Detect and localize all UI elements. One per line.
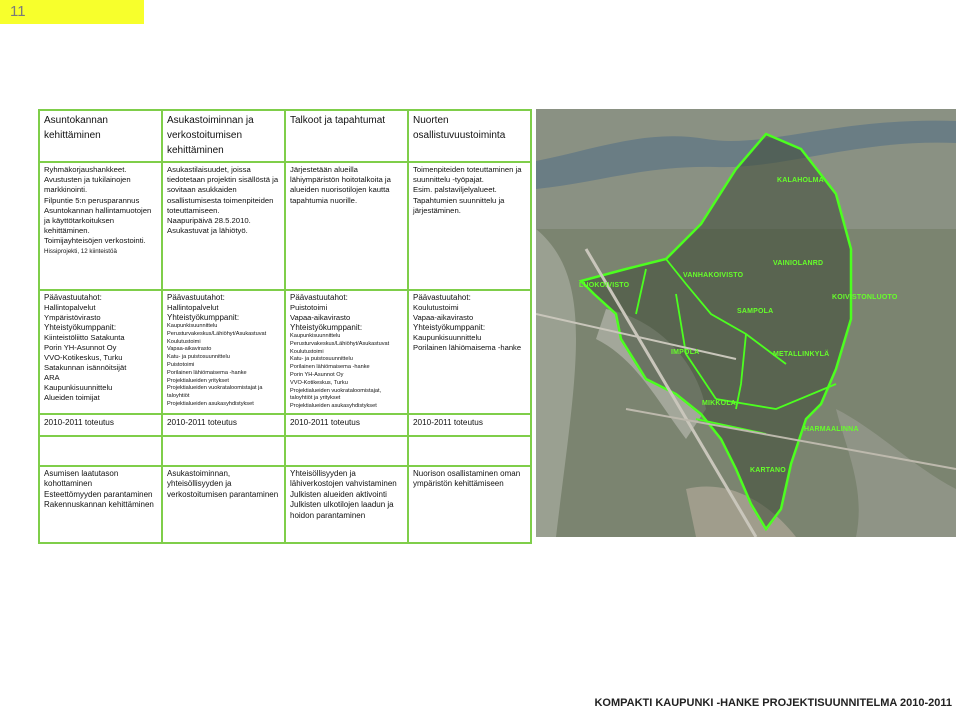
action-line: Toimenpiteiden toteuttaminen ja suunnittelu -työpajat.	[413, 165, 522, 185]
goal-line: Julkisten ulkotilojen laadun ja hoidon parantaminen	[290, 500, 394, 520]
partner-item: Projektialueiden vuokrataloomistajat, taloyhtiöt ja yritykset	[290, 387, 382, 402]
partner-item: Kaupunkisuunnittelu	[290, 333, 341, 339]
period-cell: 2010-2011 toteutus	[162, 414, 285, 436]
action-line: Asukastuvat ja lähiötyö.	[167, 226, 248, 236]
aerial-map-drawing	[536, 109, 956, 537]
action-note: Hissiprojekti, 12 kiinteistöä	[44, 247, 117, 255]
partner-item: Kaupunkisuunnittelu	[44, 383, 113, 392]
action-line: Tapahtumien suunnittelu ja järjestäminen.	[413, 195, 505, 215]
column-header: Asukastoiminnan ja verkostoitumisen kehittäminen	[162, 110, 285, 162]
period-cell: 2010-2011 toteutus	[285, 414, 408, 436]
goal-cell	[285, 466, 408, 543]
goal-cell	[39, 466, 162, 543]
responsible-label: Päävastuutahot:	[167, 293, 225, 302]
map-label-mikkola: MIKKOLA	[702, 400, 737, 407]
partner-item: Kiinteistöliitto Satakunta	[44, 333, 125, 342]
spacer-cell	[162, 436, 285, 466]
partner-item: Porin YH-Asunnot Oy	[290, 371, 344, 378]
aerial-map	[536, 109, 956, 537]
partner-item: Vapaa-aikavirasto	[167, 346, 212, 353]
map-label-vainiolanrd: VAINIOLANRD	[773, 260, 824, 267]
action-line: Järjestetään alueilla lähiympäristön hoitotalkoita ja alueiden nuorisotilojen kautta tapahtumia nuorille.	[290, 165, 391, 205]
responsible-label: Päävastuutahot:	[413, 293, 471, 302]
project-plan-table	[38, 109, 532, 544]
goal-line: Asukastoiminnan, yhteisöllisyyden ja verkostoitumisen parantaminen	[167, 468, 279, 499]
action-line: Asukastilaisuudet, joissa tiedotetaan projektin sisällöstä ja sovitaan asukkaiden osallistumisesta toimenpiteiden toteuttamiseen.	[167, 165, 279, 215]
partner-item: Perusturvakeskus/Lähiöhyt/Asukastuvat	[290, 340, 390, 347]
action-line: Avustusten ja tukilainojen markkinointi.	[44, 175, 131, 195]
partner-item: Kaupunkisuunnittelu	[413, 333, 482, 342]
partner-item: Kaupunkisuunnittelu	[167, 323, 218, 329]
partner-item: Porin YH-Asunnot Oy	[44, 343, 117, 352]
responsibility-cell	[408, 290, 531, 414]
responsible-label: Päävastuutahot:	[44, 293, 102, 302]
document-footer-title: KOMPAKTI KAUPUNKI -HANKE PROJEKTISUUNNITELMA 2010-2011	[594, 697, 952, 709]
partners-label: Yhteistyökumppanit:	[413, 323, 486, 332]
actions-cell	[285, 162, 408, 290]
goal-line: Yhteisöllisyyden ja lähiverkostojen vahvistaminen	[290, 468, 397, 489]
responsibility-row	[39, 290, 531, 414]
map-label-luokoivisto: LUOKOIVISTO	[579, 282, 630, 289]
partner-item: VVO-Kotikeskus, Turku	[44, 353, 123, 362]
partner-item: VVO-Kotikeskus, Turku	[290, 379, 348, 386]
header-row	[39, 110, 531, 162]
goal-line: Asumisen laatutason kohottaminen	[44, 468, 119, 489]
actions-cell	[39, 162, 162, 290]
action-line: Ryhmäkorjaushankkeet.	[44, 165, 127, 174]
period-cell: 2010-2011 toteutus	[39, 414, 162, 436]
partner-item: Projektialueiden vuokrataloomistajat ja taloyhtiöt	[167, 385, 263, 400]
partner-item: Porilainen lähiömaisema -hanke	[413, 343, 522, 352]
goal-cell	[162, 466, 285, 543]
page-number-badge	[0, 0, 144, 24]
responsible-item: Vapaa-aikavirasto	[290, 313, 351, 322]
spacer-row	[39, 436, 531, 466]
description-row	[39, 162, 531, 290]
map-label-koivistonluoto: KOIVISTONLUOTO	[832, 294, 898, 301]
partner-item: ARA	[44, 373, 60, 382]
map-label-harmaalinna: HARMAALINNA	[804, 426, 859, 433]
column-header: Asuntokannan kehittäminen	[39, 110, 162, 162]
spacer-cell	[285, 436, 408, 466]
partner-item: Alueiden toimijat	[44, 393, 100, 402]
action-line: Naapuripäivä 28.5.2010.	[167, 216, 251, 226]
map-label-vanhakoivisto: VANHAKOIVISTO	[683, 272, 744, 279]
partner-item: Projektialueiden asukasyhdistykset	[167, 400, 254, 407]
responsible-item: Vapaa-aikavirasto	[413, 313, 474, 322]
map-label-metallinkyla: METALLINKYLÄ	[773, 351, 830, 358]
partner-item: Puistotoimi	[167, 361, 195, 368]
actions-cell	[162, 162, 285, 290]
actions-cell	[408, 162, 531, 290]
responsibility-cell	[39, 290, 162, 414]
goal-line: Nuorison osallistaminen oman ympäristön kehittämiseen	[413, 468, 521, 489]
partners-label: Yhteistyökumppanit:	[290, 323, 363, 332]
partner-item: Koulutustoimi	[167, 338, 201, 345]
goal-line: Rakennuskannan kehittäminen	[44, 500, 154, 510]
column-header: Nuorten osallistuvuustoiminta	[408, 110, 531, 162]
column-header: Talkoot ja tapahtumat	[285, 110, 408, 162]
goal-cell	[408, 466, 531, 543]
action-line: Esim. palstaviljelyalueet.	[413, 185, 497, 195]
partner-item: Porilainen lähiömaisema -hanke	[167, 369, 247, 376]
action-line: Filpuntie 5:n perusparannus	[44, 195, 140, 205]
partner-item: Katu- ja puistosuunnittelu	[290, 356, 353, 363]
partner-item: Projektialueiden asukasyhdistykset	[290, 403, 377, 410]
goal-row	[39, 466, 531, 543]
map-label-kalaholma: KALAHOLMA	[777, 177, 824, 184]
partner-item: Porilainen lähiömaisema -hanke	[290, 364, 370, 371]
partner-item: Koulutustoimi	[290, 348, 324, 355]
partners-label: Yhteistyökumppanit:	[167, 313, 240, 322]
responsible-item: Hallintopalvelut	[44, 303, 96, 312]
page-number: 11	[10, 3, 26, 20]
responsible-item: Puistotoimi	[290, 303, 328, 312]
spacer-cell	[408, 436, 531, 466]
action-line: Toimijayhteisöjen verkostointi.	[44, 236, 146, 246]
map-label-kartano: KARTANO	[750, 467, 786, 474]
responsible-label: Päävastuutahot:	[290, 293, 348, 302]
goal-line: Julkisten alueiden aktivointi	[290, 489, 387, 499]
partner-item: Katu- ja puistosuunnittelu	[167, 354, 230, 361]
action-line: Asuntokannan hallintamuotojen ja käyttötarkoituksen kehittäminen.	[44, 205, 152, 236]
spacer-cell	[39, 436, 162, 466]
responsible-item: Koulutustoimi	[413, 303, 459, 312]
responsibility-cell	[162, 290, 285, 414]
period-cell: 2010-2011 toteutus	[408, 414, 531, 436]
partners-label: Yhteistyökumppanit:	[44, 323, 117, 332]
partner-item: Projektialueiden yritykset	[167, 377, 229, 384]
goal-line: Esteettömyyden parantaminen	[44, 489, 153, 499]
partner-item: Satakunnan isännöitsijät	[44, 363, 127, 372]
partner-item: Perusturvakeskus/Lähiöhyt/Asukastuvat	[167, 330, 267, 337]
responsible-item: Hallintopalvelut	[167, 303, 219, 312]
period-row	[39, 414, 531, 436]
map-label-impola: IMPOLA	[671, 349, 700, 356]
responsible-item: Ympäristövirasto	[44, 313, 101, 322]
map-label-sampola: SAMPOLA	[737, 308, 774, 315]
responsibility-cell	[285, 290, 408, 414]
